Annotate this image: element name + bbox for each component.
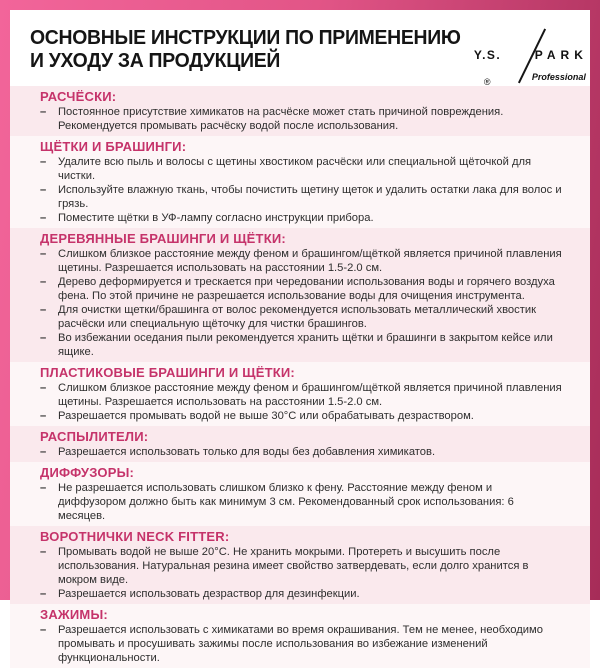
bullet-text: Разрешается использовать с химикатами во время окрашивания. Тем не менее, необходимо промывать и просушивать зажимы после использования во избежание изменений функциональности. <box>58 624 543 664</box>
logo-ys-text: Y.S. <box>473 48 502 62</box>
section-heading: ЩЁТКИ И БРАШИНГИ: <box>40 139 187 154</box>
bullet-dash-icon: – <box>40 446 47 458</box>
yspark-logo <box>474 28 588 86</box>
sections <box>10 86 590 668</box>
section-bullets <box>40 623 562 665</box>
bullet-item <box>40 545 562 587</box>
page-title-line1: ОСНОВНЫЕ ИНСТРУКЦИИ ПО ПРИМЕНЕНИЮ <box>30 27 461 49</box>
section-bullets <box>40 445 562 459</box>
bullet-item <box>40 331 562 359</box>
logo-park-text: PARK <box>534 48 588 62</box>
bullet-item <box>40 381 562 409</box>
bullet-text: Для очистки щетки/брашинга от волос рекомендуется использовать металлический хвостик расчёски или специальную щёточку для чистки брашингов. <box>58 304 536 330</box>
bullet-text: Слишком близкое расстояние между феном и брашингом/щёткой является причиной плавления щетины. Разрешается использовать на расстоянии 1.5-2.0 см. <box>58 248 562 274</box>
care-section <box>10 462 590 526</box>
bullet-item <box>40 183 562 211</box>
section-heading: ДИФФУЗОРЫ: <box>40 465 135 480</box>
section-bullets <box>40 247 562 359</box>
bullet-item <box>40 445 562 459</box>
page-title <box>30 27 461 86</box>
bullet-item <box>40 303 562 331</box>
logo-professional-text: Professional <box>531 72 586 82</box>
section-heading: ЗАЖИМЫ: <box>40 607 108 622</box>
section-bullets <box>40 481 562 523</box>
section-heading: ПЛАСТИКОВЫЕ БРАШИНГИ И ЩЁТКИ: <box>40 365 295 380</box>
bullet-text: Промывать водой не выше 20°C. Не хранить мокрыми. Протереть и высушить после использования. Натуральная резина имеет свойство затвердевать, если долго хранится в мокром виде. <box>58 546 529 586</box>
bullet-item <box>40 481 562 523</box>
bullet-text: Разрешается использовать дезраствор для дезинфекции. <box>58 588 360 600</box>
bullet-text: Используйте влажную ткань, чтобы почистить щетину щеток и удалить остатки лака для волос и грязь. <box>58 184 562 210</box>
section-bullets <box>40 155 562 225</box>
bullet-text: Разрешается использовать только для воды без добавления химикатов. <box>58 446 436 458</box>
bullet-dash-icon: – <box>40 482 47 494</box>
bullet-dash-icon: – <box>40 332 47 344</box>
bullet-text: Не разрешается использовать слишком близко к фену. Расстояние между феном и диффузором должно быть как минимум 3 см. Рекомендованный срок использования: 6 месяцев. <box>58 482 514 522</box>
care-section <box>10 136 590 228</box>
section-heading: РАСЧЁСКИ: <box>40 89 117 104</box>
bullet-dash-icon: – <box>40 588 47 600</box>
bullet-text: Дерево деформируется и трескается при чередовании использования воды и горячего воздуха фена. По этой причине не разрешается использование воды для очищения инструмента. <box>58 276 555 302</box>
section-heading: РАСПЫЛИТЕЛИ: <box>40 429 149 444</box>
section-heading: ДЕРЕВЯННЫЕ БРАШИНГИ И ЩЁТКИ: <box>40 231 286 246</box>
bullet-text: Во избежании оседания пыли рекомендуется хранить щётки и брашинги в закрытом кейсе или ящике. <box>58 332 553 358</box>
bullet-item <box>40 587 562 601</box>
bullet-text: Слишком близкое расстояние между феном и брашингом/щёткой является причиной плавления щетины. Разрешается использовать на расстоянии 1.5-2.0 см. <box>58 382 562 408</box>
bullet-dash-icon: – <box>40 546 47 558</box>
page-title-line2: И УХОДУ ЗА ПРОДУКЦИЕЙ <box>30 50 281 72</box>
section-heading: ВОРОТНИЧКИ NECK FITTER: <box>40 529 230 544</box>
bullet-text: Удалите всю пыль и волосы с щетины хвостиком расчёски или специальной щёточкой для чистки. <box>58 156 532 182</box>
bullet-dash-icon: – <box>40 382 47 394</box>
care-section <box>10 604 590 668</box>
care-section <box>10 426 590 462</box>
leaflet-header <box>10 10 590 86</box>
bullet-dash-icon: – <box>40 106 47 118</box>
bullet-dash-icon: – <box>40 156 47 168</box>
bullet-text: Поместите щётки в УФ-лампу согласно инструкции прибора. <box>58 212 374 224</box>
section-bullets <box>40 381 562 423</box>
bullet-item <box>40 105 562 133</box>
bullet-item <box>40 409 562 423</box>
bullet-text: Разрешается промывать водой не выше 30°C или обрабатывать дезраствором. <box>58 410 474 422</box>
bullet-dash-icon: – <box>40 248 47 260</box>
bullet-item <box>40 623 562 665</box>
leaflet-content <box>10 10 590 664</box>
care-section <box>10 228 590 362</box>
bullet-dash-icon: – <box>40 184 47 196</box>
bullet-item <box>40 275 562 303</box>
bullet-dash-icon: – <box>40 212 47 224</box>
bullet-item <box>40 211 562 225</box>
bullet-dash-icon: – <box>40 304 47 316</box>
bullet-dash-icon: – <box>40 276 47 288</box>
bullet-item <box>40 247 562 275</box>
bullet-item <box>40 155 562 183</box>
care-section <box>10 362 590 426</box>
bullet-dash-icon: – <box>40 624 47 636</box>
care-section <box>10 526 590 604</box>
section-bullets <box>40 545 562 601</box>
bullet-text: Постоянное присутствие химикатов на расчёске может стать причиной повреждения. Рекомендуется промывать расчёску водой после использования. <box>58 106 504 132</box>
bullet-dash-icon: – <box>40 410 47 422</box>
care-section <box>10 86 590 136</box>
registered-trademark-icon: ® <box>483 77 491 87</box>
section-bullets <box>40 105 562 133</box>
